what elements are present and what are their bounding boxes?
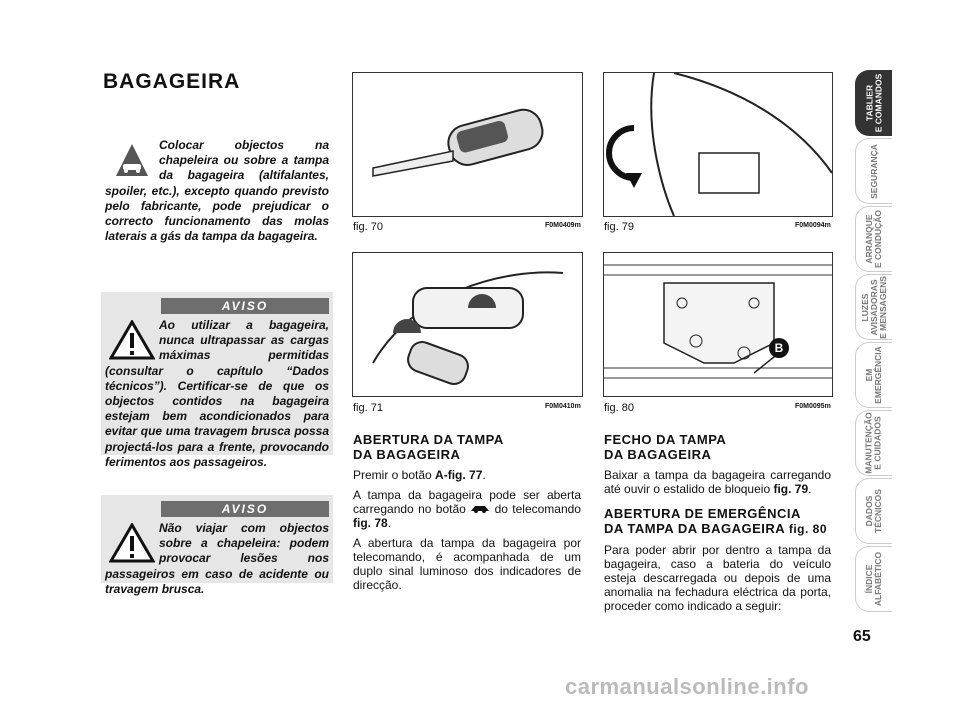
section-tab-label: MANUTENÇÃO E CUIDADOS: [864, 412, 884, 474]
warning-text: Não viajar com objectos sobre a chapeleira: podem provocar lesões nos passageiros em caso de acidente ou travagem brusca.: [105, 521, 329, 596]
figure-79: [603, 72, 833, 217]
section-tab[interactable]: [855, 342, 892, 408]
section-tab[interactable]: [855, 138, 892, 204]
section-tab-label: EM EMERGÊNCIA: [864, 346, 883, 404]
warning-box-1: [101, 292, 333, 469]
figure-79-label: fig. 79: [604, 221, 634, 233]
section-tab-label: SEGURANÇA: [868, 143, 879, 199]
caution-note-text: Colocar objectos na chapeleira ou sobre a tampa da bagageira (altifalantes, spoiler, etc.), excepto quando previsto pelo fabricante, pode prejudicar o correcto funcionamento das molas laterais a gás da tampa da bagageira.: [105, 138, 329, 244]
page-title: BAGAGEIRA: [103, 70, 241, 93]
tailgate-remote-icon: [470, 502, 494, 516]
section-tab-label: DADOS TÉCNICOS: [864, 489, 884, 533]
lock-mechanism-illustration: [604, 253, 832, 396]
tailgate-button-illustration: [353, 253, 582, 396]
figure-70-label: fig. 70: [353, 221, 383, 233]
figure-80-label: fig. 80: [604, 402, 634, 414]
closing-section: [604, 432, 831, 619]
opening-paragraph-3: A abertura da tampa da bagageira por telecomando, é acompanhada de um duplo sinal luminoso dos indicadores de direcção.: [353, 536, 581, 592]
section-tab[interactable]: [855, 70, 892, 136]
warning-text: Ao utilizar a bagageira, nunca ultrapassar as cargas máximas permitidas (consultar o capítulo “Dados técnicos”). Certificar-se de que os objectos contidos na bagageira estejam bem acondicionados para evitar que uma travagem brusca possa projectá-los para a frente, provocando ferimentos aos passageiros.: [105, 318, 329, 469]
figure-80: [603, 252, 833, 397]
figure-70-code: F0M0409m: [545, 222, 581, 229]
warning-triangle-icon: [105, 318, 159, 362]
section-tab[interactable]: [855, 274, 892, 340]
figure-71-code: F0M0410m: [545, 403, 581, 410]
emergency-heading: ABERTURA DE EMERGÊNCIA DA TAMPA DA BAGAGEIRA fig. 80: [604, 506, 828, 536]
section-tab-label: LUZES AVISADORAS E MENSAGENS: [859, 275, 888, 339]
car-caution-icon: [105, 138, 159, 182]
warning-header: AVISO: [161, 298, 329, 314]
opening-paragraph-1: Premir o botão A-fig. 77.: [353, 468, 486, 482]
warning-triangle-icon: [105, 521, 159, 565]
figure-71: [352, 252, 583, 397]
emergency-paragraph: Para poder abrir por dentro a tampa da bagageira, caso a bateria do veículo esteja descarregada ou depois de uma anomalia na fechadura eléctrica da porta, proceder como indicado a seguir:: [604, 543, 831, 613]
closing-heading: FECHO DA TAMPA DA BAGAGEIRA: [604, 432, 727, 462]
key-fob-illustration: [353, 73, 582, 216]
figure-71-label: fig. 71: [353, 402, 383, 414]
callout-marker-b: B: [769, 338, 789, 358]
caution-note: [101, 132, 333, 262]
closing-paragraph: Baixar a tampa da bagageira carregando até ouvir o estalido de bloqueio fig. 79.: [604, 468, 831, 496]
section-tab[interactable]: [855, 206, 892, 272]
section-tab-label: ÍNDICE ALFABÉTICO: [864, 551, 883, 607]
opening-paragraph-2: A tampa da bagageira pode ser aberta carregando no botão do telecomando fig. 78.: [353, 488, 581, 530]
watermark: carmanualsonline.info: [565, 674, 809, 699]
section-tab[interactable]: [855, 478, 892, 544]
page-number: 65: [853, 628, 871, 645]
section-tab[interactable]: [855, 546, 892, 612]
tailgate-closing-illustration: [604, 73, 832, 216]
opening-section: [353, 432, 581, 598]
figure-79-code: F0M0094m: [795, 222, 831, 229]
opening-heading: ABERTURA DA TAMPA DA BAGAGEIRA: [353, 432, 504, 462]
warning-header: AVISO: [161, 501, 329, 517]
section-tab-label: ARRANQUE E CONDUÇÃO: [864, 209, 883, 269]
figure-80-code: F0M0095m: [795, 403, 831, 410]
section-tab-label: TABLIER E COMANDOS: [864, 73, 883, 133]
figure-70: [352, 72, 583, 217]
section-tab[interactable]: [855, 410, 892, 476]
warning-box-2: [101, 495, 333, 596]
